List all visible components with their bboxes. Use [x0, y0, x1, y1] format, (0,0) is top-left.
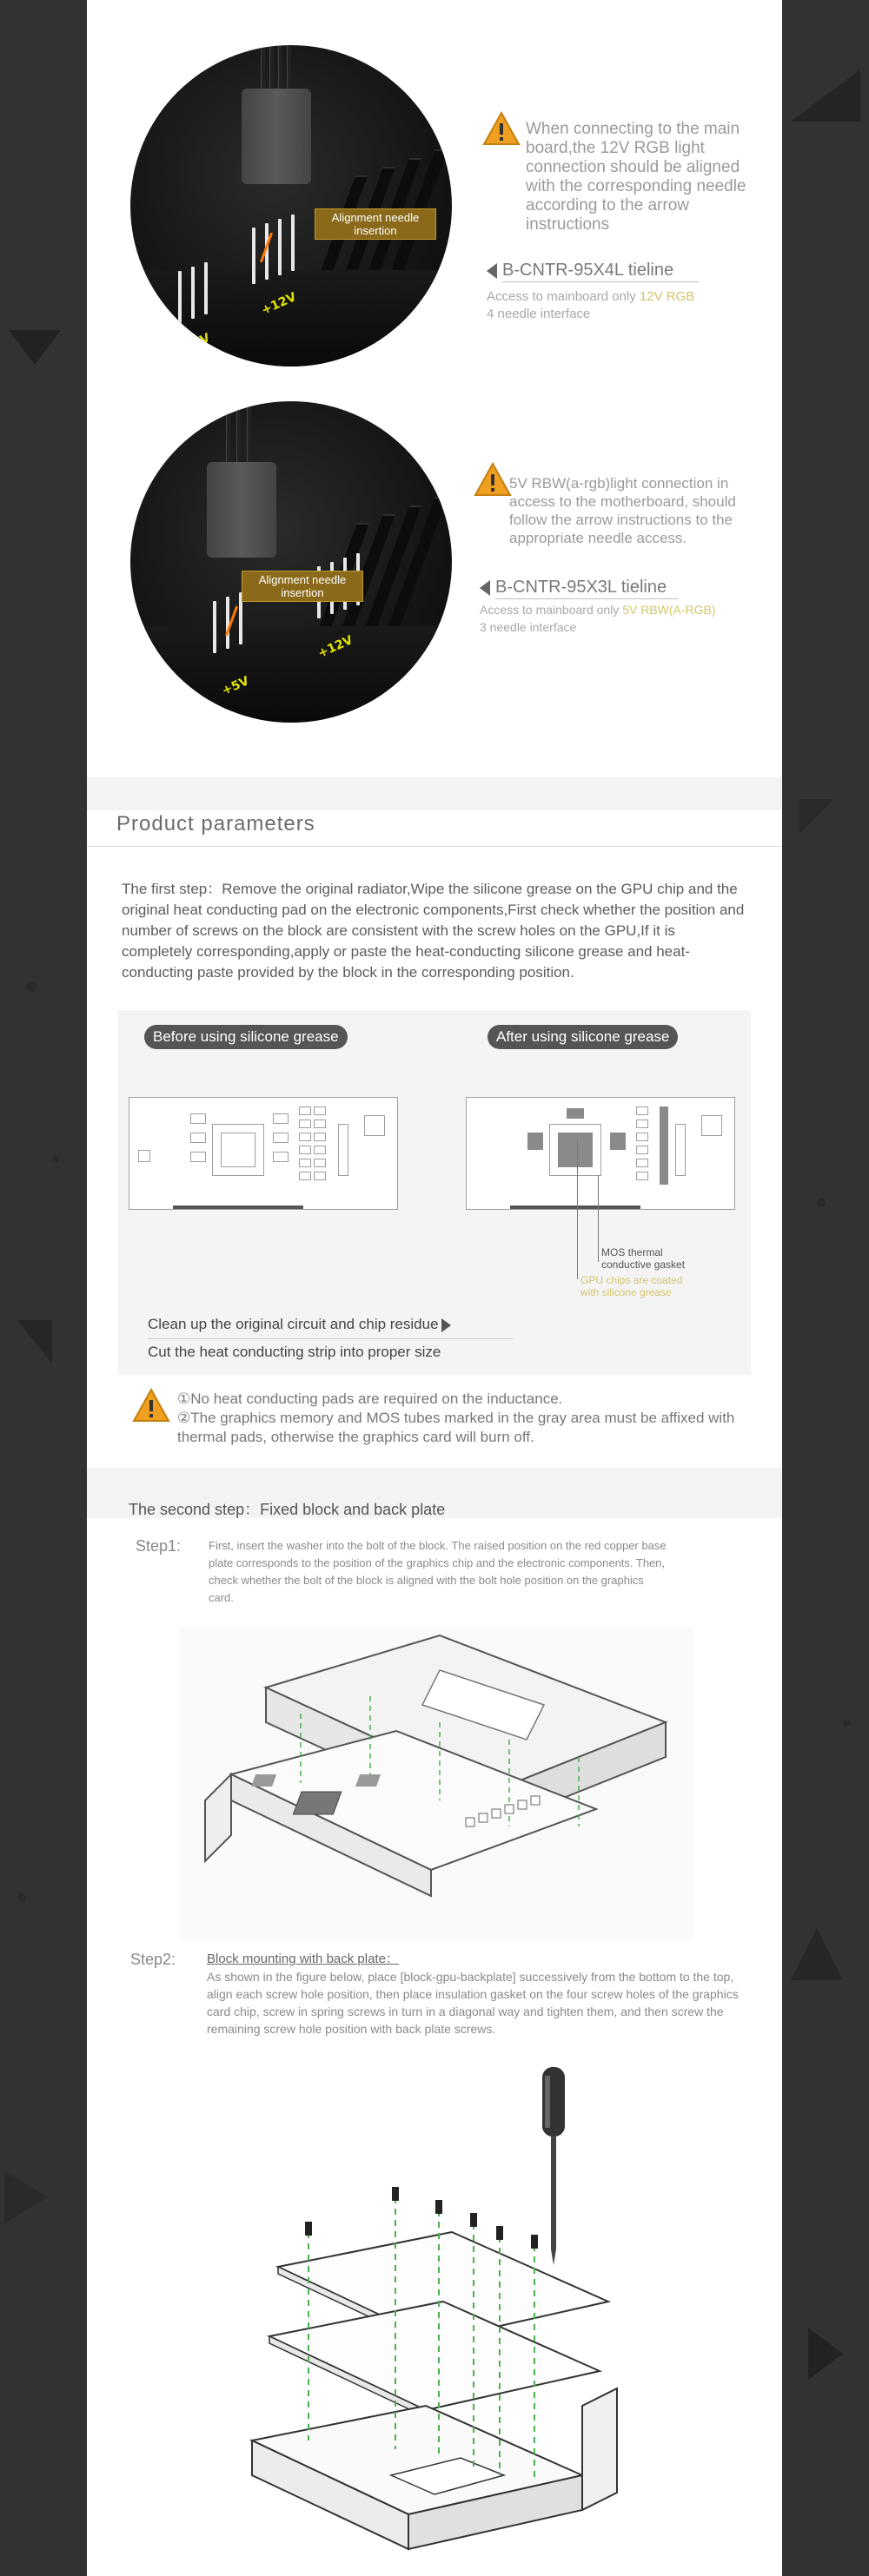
alignment-callout: Alignment needle insertion	[315, 208, 436, 240]
step1-text: First, insert the washer into the bolt of the block. The raised position on the red copper base plate corresponds to the position of the graphics chip and the electronic components. Then, check whether the bolt of the block is aligned with the bolt hole position on the graphics card.	[209, 1539, 667, 1604]
warning-line-2: ②The graphics memory and MOS tubes marked in the gray area must be affixed with thermal pads, otherwise the graphics card will burn off.	[177, 1410, 735, 1445]
alignment-callout: Alignment needle insertion	[242, 571, 363, 602]
mos-gasket-note: MOS thermal conductive gasket	[601, 1246, 686, 1271]
divider	[495, 598, 678, 599]
screwdriver-icon	[542, 2067, 565, 2265]
silk-5v-label: +5V	[181, 331, 213, 355]
tieline-4pin	[487, 261, 673, 281]
before-grease-label: Before using silicone grease	[144, 1025, 348, 1049]
silk-12v-label: +12V	[259, 290, 299, 318]
block-mounting-diagram	[179, 1627, 693, 1939]
access-line2: 4 needle interface	[487, 307, 591, 321]
step2-label: Step2:	[130, 1951, 176, 1968]
gpu-board-after	[466, 1097, 735, 1210]
connector-photo-4pin	[130, 45, 452, 367]
section-title: Product parameters	[116, 812, 315, 836]
tieline-3pin	[480, 578, 667, 598]
backplate-illustration	[174, 2041, 695, 2576]
silk-12v-label: +12V	[315, 633, 355, 661]
access-3pin	[480, 601, 716, 636]
play-left-icon	[480, 580, 490, 596]
play-right-icon	[441, 1318, 451, 1332]
section-divider	[87, 846, 782, 847]
access-prefix: Access to mainboard only	[487, 289, 640, 304]
after-grease-label: After using silicone grease	[488, 1025, 678, 1049]
cut-strip-text: Cut the heat conducting strip into proper size	[148, 1344, 441, 1360]
warning-icon	[474, 462, 512, 497]
background-left	[0, 0, 87, 2576]
warning-icon	[482, 111, 521, 146]
grease-comparison-panel	[118, 1010, 751, 1375]
background-right	[782, 0, 869, 2576]
connector-photo-3pin	[130, 401, 452, 723]
step2-text	[207, 1951, 746, 2038]
silk-5v-label: +5V	[220, 674, 252, 698]
clean-residue-text	[148, 1316, 451, 1333]
access-4pin	[487, 288, 694, 323]
gpu-grease-note: GPU chips are coated with silicone grease	[580, 1274, 683, 1298]
tieline-3pin-label: B-CNTR-95X3L tieline	[495, 578, 667, 597]
step2-heading-link[interactable]: Block mounting with back plate：	[207, 1952, 399, 1966]
second-step-title: The second step：Fixed block and back plate	[129, 1501, 446, 1518]
gpu-block-illustration	[179, 1627, 693, 1939]
gpu-board-before	[129, 1097, 398, 1210]
first-step-text: The first step：Remove the original radiator,Wipe the silicone grease on the GPU chip and the original heat conducting pad on the electronic components,First check whether the position and number of screws on the block are consistent with the screw holes on the GPU,If it is completely corresponding,apply or paste the heat-conducting silicone grease and heat-conducting paste provided by the block in the corresponding position.	[122, 881, 745, 981]
warning-icon	[132, 1388, 170, 1423]
content-column	[87, 0, 782, 2576]
divider	[502, 281, 699, 282]
tieline-4pin-label: B-CNTR-95X4L tieline	[502, 261, 674, 280]
connector-2-note: 5V RBW(a-rgb)light connection in access to the motherboard, should follow the arrow instructions to the appropriate needle access.	[509, 475, 736, 546]
clean-residue-label: Clean up the original circuit and chip residue	[148, 1316, 439, 1332]
section-band	[87, 777, 782, 810]
warning-line-1: ①No heat conducting pads are required on the inductance.	[177, 1390, 563, 1407]
play-left-icon	[487, 263, 497, 279]
access-highlight: 5V RBW(A-RGB)	[622, 603, 716, 617]
backplate-mounting-diagram	[174, 2041, 695, 2576]
access-prefix: Access to mainboard only	[480, 603, 623, 617]
access-line2: 3 needle interface	[480, 620, 577, 634]
thermal-pad-warnings	[177, 1390, 751, 1447]
step1-label: Step1:	[136, 1537, 182, 1555]
access-highlight: 12V RGB	[639, 289, 695, 304]
step2-body: As shown in the figure below, place [block-gpu-backplate] successively from the bottom to the top, align each screw hole position, then place insulation gasket on the four screw holes of the graphics card chip, screw in spring screws in turn in a diagonal way and tighten them, and then screw the remaining screw hole position with back plate screws.	[207, 1970, 739, 2036]
connector-1-note: When connecting to the main board,the 12V RGB light connection should be aligned with the corresponding needle according to the arrow instructions	[526, 120, 746, 234]
